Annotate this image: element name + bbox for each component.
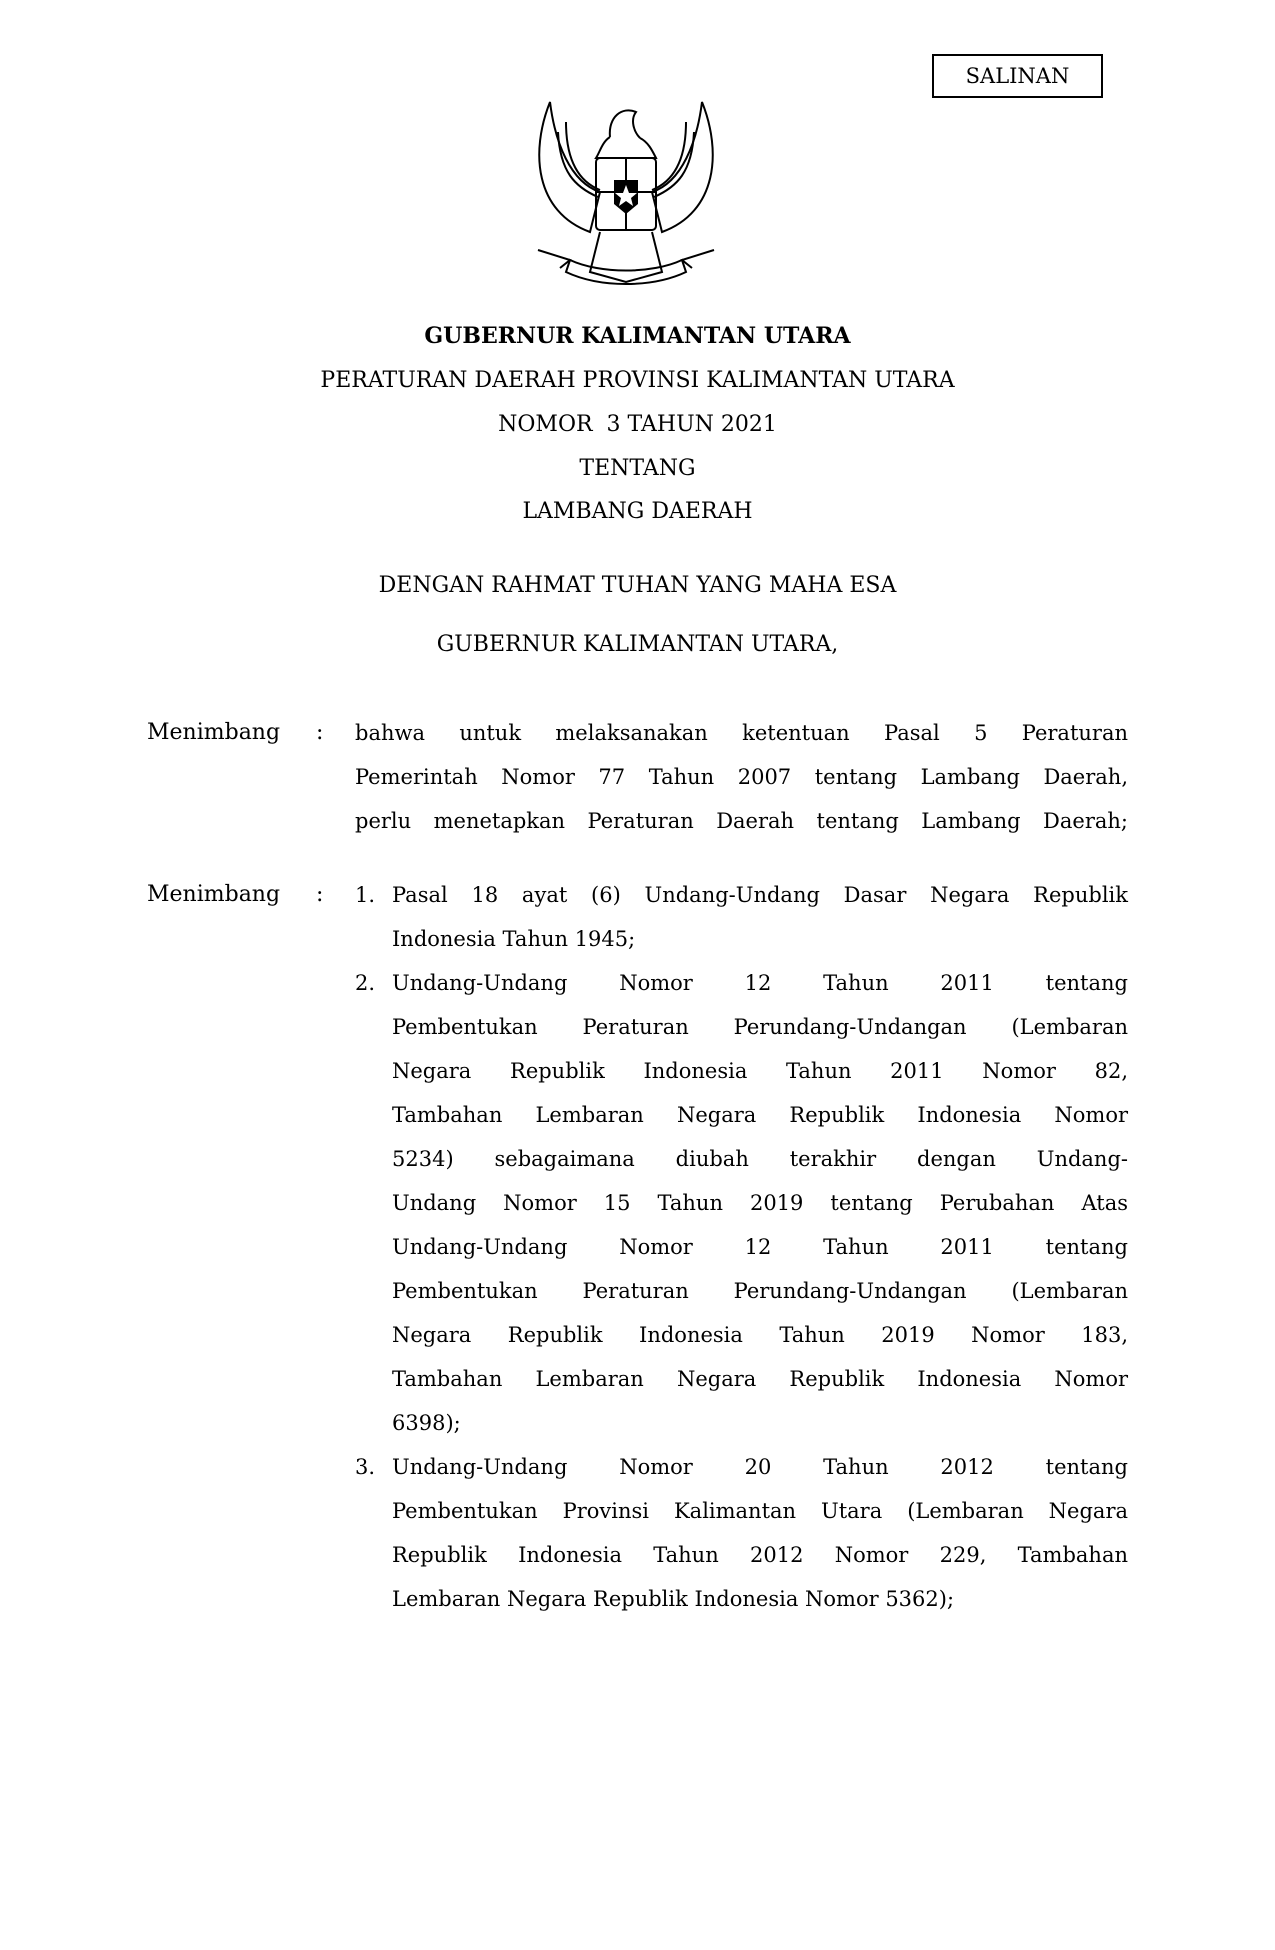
list-number: 2. xyxy=(355,971,376,995)
about-label: TENTANG xyxy=(579,456,696,481)
section2-label: Menimbang xyxy=(147,882,281,907)
text-line: Undang Nomor 15 Tahun 2019 tentang Perubahan Atas xyxy=(392,1191,1128,1215)
garuda-emblem-icon xyxy=(530,92,722,290)
text-line: Tambahan Lembaran Negara Republik Indonesia Nomor xyxy=(392,1103,1128,1127)
section1-colon: : xyxy=(316,720,324,745)
text-line: 5234) sebagaimana diubah terakhir dengan Undang- xyxy=(392,1147,1128,1171)
text-line: Lembaran Negara Republik Indonesia Nomor 5362); xyxy=(392,1587,955,1611)
list-number: 1. xyxy=(355,883,376,907)
text-line: Indonesia Tahun 1945; xyxy=(392,927,636,951)
section1-label: Menimbang xyxy=(147,720,281,745)
text-line: Negara Republik Indonesia Tahun 2019 Nomor 183, xyxy=(392,1323,1128,1347)
text-line: Negara Republik Indonesia Tahun 2011 Nomor 82, xyxy=(392,1059,1128,1083)
text-line: Undang-Undang Nomor 12 Tahun 2011 tentang xyxy=(392,1235,1128,1259)
list-item xyxy=(392,873,1128,961)
text-line: Tambahan Lembaran Negara Republik Indonesia Nomor xyxy=(392,1367,1128,1391)
list-number: 3. xyxy=(355,1455,376,1479)
text-line: Undang-Undang Nomor 20 Tahun 2012 tentang xyxy=(392,1455,1128,1479)
text-line: Republik Indonesia Tahun 2012 Nomor 229, Tambahan xyxy=(392,1543,1128,1567)
stamp-text: SALINAN xyxy=(965,64,1070,88)
text-line: Pasal 18 ayat (6) Undang-Undang Dasar Negara Republik xyxy=(392,883,1128,907)
invocation: DENGAN RAHMAT TUHAN YANG MAHA ESA xyxy=(378,573,897,598)
text-line: Pembentukan Provinsi Kalimantan Utara (Lembaran Negara xyxy=(392,1499,1128,1523)
salinan-stamp xyxy=(932,54,1103,98)
section1-text xyxy=(355,711,1128,843)
doc-type: PERATURAN DAERAH PROVINSI KALIMANTAN UTARA xyxy=(320,368,955,393)
text-line: 6398); xyxy=(392,1411,461,1435)
text-line: Pemerintah Nomor 77 Tahun 2007 tentang Lambang Daerah, xyxy=(355,765,1128,789)
text-line: perlu menetapkan Peraturan Daerah tentang Lambang Daerah; xyxy=(355,809,1128,833)
section2-colon: : xyxy=(316,882,324,907)
enactor: GUBERNUR KALIMANTAN UTARA, xyxy=(436,632,839,657)
doc-subject: LAMBANG DAERAH xyxy=(522,499,753,524)
doc-number: NOMOR 3 TAHUN 2021 xyxy=(498,412,777,437)
list-item xyxy=(392,1445,1128,1621)
text-line: Undang-Undang Nomor 12 Tahun 2011 tentang xyxy=(392,971,1128,995)
issuer-heading: GUBERNUR KALIMANTAN UTARA xyxy=(424,323,851,349)
text-line: Pembentukan Peraturan Perundang-Undangan (Lembaran xyxy=(392,1279,1128,1303)
list-item xyxy=(392,961,1128,1445)
text-line: bahwa untuk melaksanakan ketentuan Pasal 5 Peraturan xyxy=(355,721,1128,745)
text-line: Pembentukan Peraturan Perundang-Undangan (Lembaran xyxy=(392,1015,1128,1039)
